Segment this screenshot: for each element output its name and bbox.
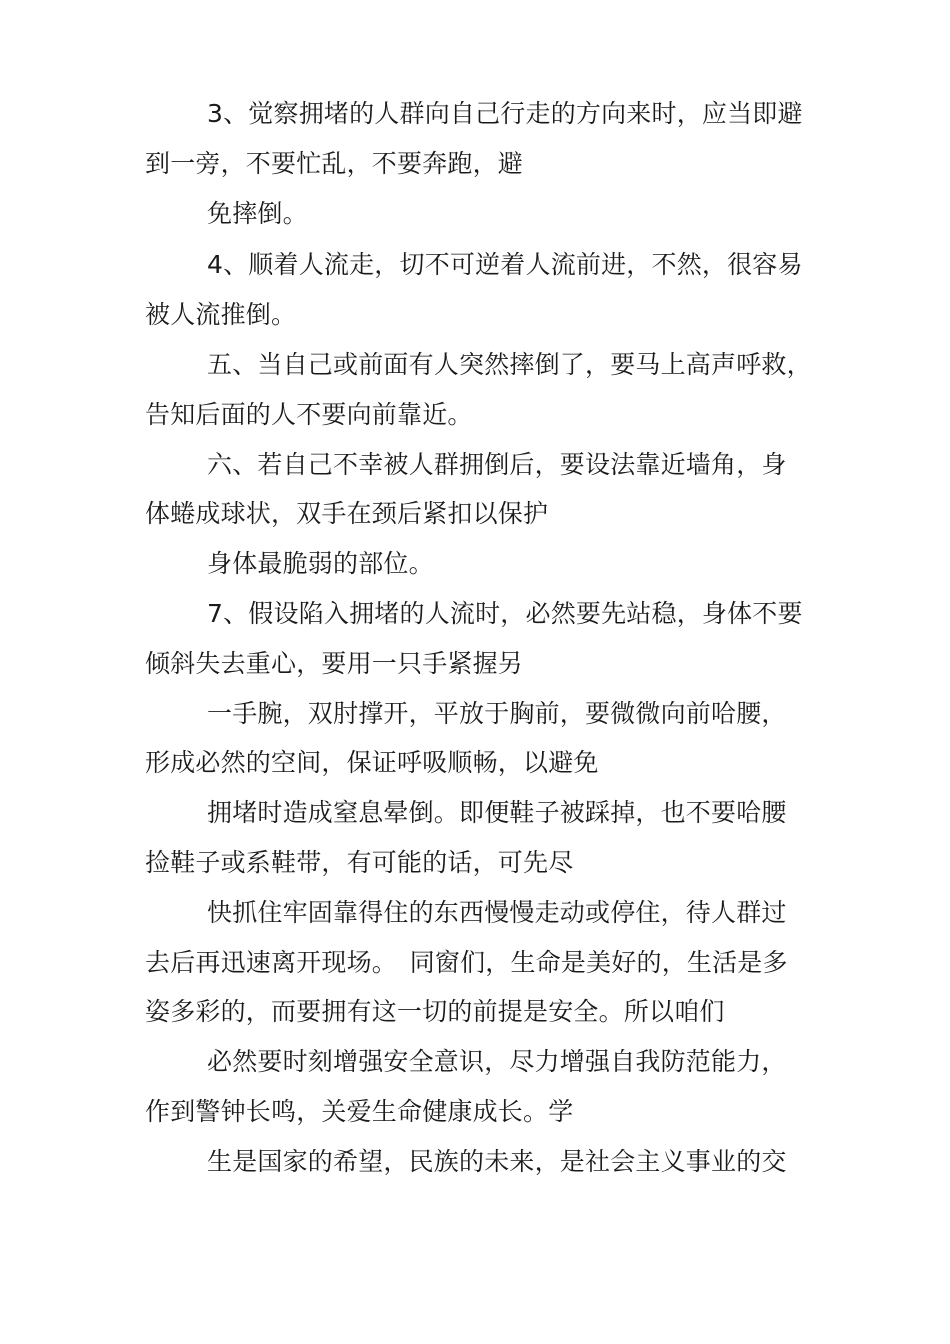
text-line: 告知后面的人不要向前靠近。 (145, 400, 473, 429)
text-line: 拥堵时造成窒息晕倒。即便鞋子被踩掉，也不要哈腰 (207, 798, 787, 827)
text-line: 一手腕，双肘撑开，平放于胸前，要微微向前哈腰， (207, 699, 787, 728)
text-line: 到一旁，不要忙乱，不要奔跑，避 (145, 149, 524, 178)
text-line: 3、觉察拥堵的人群向自己行走的方向来时，应当即避 (207, 99, 803, 128)
text-line: 体蜷成球状，双手在颈后紧扣以保护 (145, 499, 549, 528)
text-line: 五、当自己或前面有人突然摔倒了，要马上高声呼救， (207, 350, 812, 379)
text-line: 7、假设陷入拥堵的人流时，必然要先站稳，身体不要 (207, 599, 803, 628)
text-line: 去后再迅速离开现场。 同窗们，生命是美好的，生活是多 (145, 948, 788, 977)
text-line: 必然要时刻增强安全意识，尽力增强自我防范能力， (207, 1047, 787, 1076)
text-line: 姿多彩的，而要拥有这一切的前提是安全。所以咱们 (145, 997, 725, 1026)
text-line: 免摔倒。 (207, 199, 308, 228)
text-line: 被人流推倒。 (145, 300, 297, 329)
text-line: 生是国家的希望，民族的未来，是社会主义事业的交 (207, 1147, 787, 1176)
text-line: 六、若自己不幸被人群拥倒后，要设法靠近墙角，身 (207, 450, 787, 479)
text-line: 身体最脆弱的部位。 (207, 549, 434, 578)
text-line: 捡鞋子或系鞋带，有可能的话，可先尽 (145, 848, 574, 877)
text-line: 作到警钟长鸣，关爱生命健康成长。学 (145, 1097, 574, 1126)
text-line: 4、顺着人流走，切不可逆着人流前进，不然，很容易 (207, 250, 803, 279)
text-line: 形成必然的空间，保证呼吸顺畅，以避免 (145, 748, 599, 777)
text-line: 快抓住牢固靠得住的东西慢慢走动或停住，待人群过 (207, 898, 787, 927)
text-line: 倾斜失去重心，要用一只手紧握另 (145, 649, 524, 678)
